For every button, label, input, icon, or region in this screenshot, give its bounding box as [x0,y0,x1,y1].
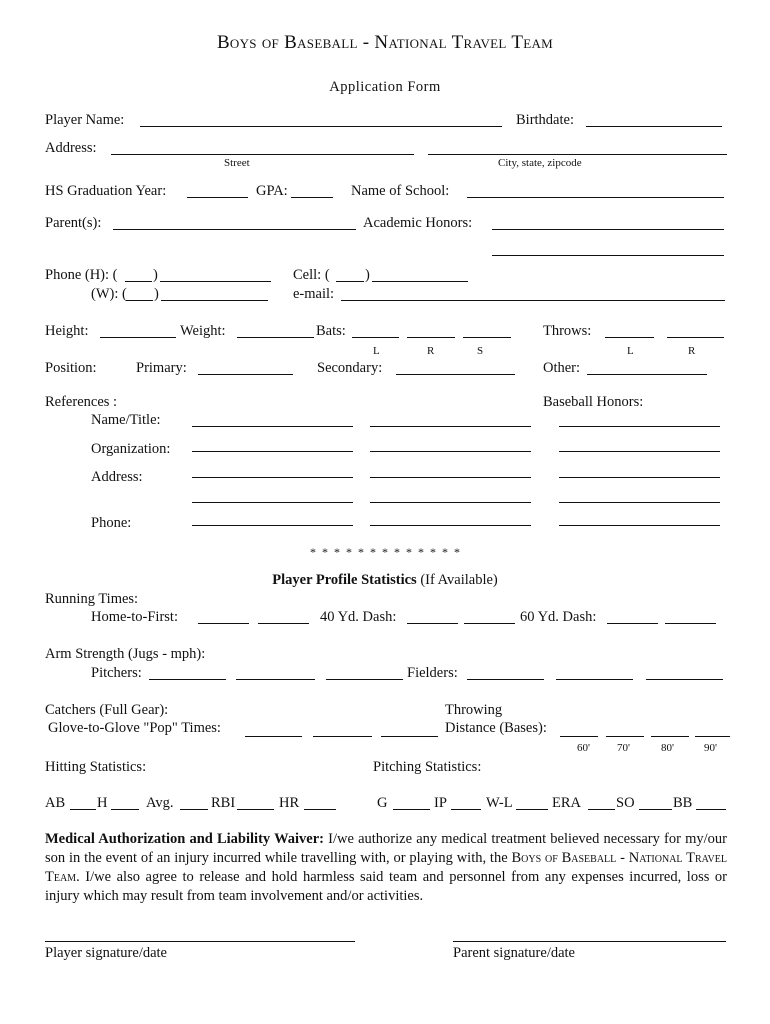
parent-signature-field[interactable] [453,941,726,942]
gpa-label: GPA: [256,183,288,199]
h-field[interactable] [111,809,139,810]
pop-times-field-1[interactable] [245,736,302,737]
pop-times-field-3[interactable] [381,736,438,737]
ip-field[interactable] [451,809,481,810]
g-field[interactable] [393,809,430,810]
dash-60-field-2[interactable] [665,623,716,624]
wl-label: W-L [486,795,513,811]
distance-60-caption: 60' [577,742,590,754]
section-separator: * * * * * * * * * * * * * [310,545,460,559]
weight-field[interactable] [237,337,314,338]
pitchers-label: Pitchers: [91,665,142,681]
fielders-label: Fielders: [407,665,458,681]
distance-70-field[interactable] [606,736,644,737]
running-times-label: Running Times: [45,591,139,607]
parent-signature-label: Parent signature/date [453,945,575,961]
rbi-field[interactable] [237,809,274,810]
primary-position-field[interactable] [198,374,293,375]
player-name-field[interactable] [140,126,502,127]
ref-organization-label: Organization: [91,441,171,457]
wl-field[interactable] [516,809,548,810]
ref1-name-field[interactable] [192,426,353,427]
bats-l-caption: L [373,345,380,357]
player-signature-label: Player signature/date [45,945,167,961]
city-state-zip-field[interactable] [428,154,727,155]
distance-90-caption: 90' [704,742,717,754]
throws-l-caption: L [627,345,634,357]
ab-label: AB [45,795,66,811]
avg-label: Avg. [146,795,174,811]
parents-label: Parent(s): [45,215,102,231]
so-field[interactable] [639,809,672,810]
ref1-org-field[interactable] [192,451,353,452]
stats-heading-title: Player Profile Statistics [272,572,417,588]
phone-work-label: (W): ( [91,286,127,302]
height-field[interactable] [100,337,176,338]
stats-heading-note: (If Available) [420,572,498,588]
secondary-label: Secondary: [317,360,383,376]
pitching-stats-label: Pitching Statistics: [373,759,482,775]
gpa-field[interactable] [291,197,333,198]
form-title: Boys of Baseball - National Travel Team [216,32,554,53]
ref2-address-field-2[interactable] [370,502,531,503]
ip-label: IP [434,795,447,811]
bats-r-caption: R [427,345,435,357]
form-subtitle: Application Form [329,79,441,95]
hitting-stats-label: Hitting Statistics: [45,759,147,775]
home-to-first-field-1[interactable] [198,623,249,624]
honors-field-2[interactable] [559,451,720,452]
ref1-address-field[interactable] [192,477,353,478]
distance-80-field[interactable] [651,736,689,737]
other-position-field[interactable] [587,374,707,375]
position-label: Position: [45,360,97,376]
phone-work-paren: ) [154,286,159,302]
honors-field-1[interactable] [559,426,720,427]
bats-switch-field[interactable] [463,337,511,338]
baseball-honors-label: Baseball Honors: [543,394,644,410]
liability-waiver [45,830,727,906]
phone-home-label: Phone (H): ( [45,267,118,283]
ref1-phone-field[interactable] [192,525,353,526]
waiver-text-2: I/we also agree to release and hold harmless said team and personnel from any expenses incurred, loss or injury which may result from team involvement and/or activities. [45,869,727,904]
academic-honors-label: Academic Honors: [363,215,473,231]
dash-60-field-1[interactable] [607,623,658,624]
street-caption: Street [224,157,250,169]
city-caption: City, state, zipcode [498,157,582,169]
dash-40-field-2[interactable] [464,623,515,624]
h-label: H [97,795,108,811]
distance-80-caption: 80' [661,742,674,754]
home-to-first-field-2[interactable] [258,623,309,624]
player-signature-field[interactable] [45,941,355,942]
ref2-org-field[interactable] [370,451,531,452]
phone-work-area-field[interactable] [126,300,153,301]
ab-field[interactable] [70,809,96,810]
pitchers-field-2[interactable] [236,679,315,680]
academic-honors-field[interactable] [492,229,724,230]
dash-40-field-1[interactable] [407,623,458,624]
honors-field-4[interactable] [559,502,720,503]
distance-label: Distance (Bases): [445,720,547,736]
email-label: e-mail: [293,286,335,302]
distance-70-caption: 70' [617,742,630,754]
dash-60-label: 60 Yd. Dash: [520,609,597,625]
arm-strength-label: Arm Strength (Jugs - mph): [45,646,206,662]
bats-s-caption: S [477,345,484,357]
primary-label: Primary: [136,360,187,376]
academic-honors-field-2[interactable] [492,255,724,256]
birthdate-label: Birthdate: [516,112,574,128]
avg-field[interactable] [180,809,208,810]
fielders-field-1[interactable] [467,679,544,680]
waiver-heading: Medical Authorization and Liability Waiver: [45,831,324,847]
rbi-label: RBI [211,795,236,811]
school-label: Name of School: [351,183,450,199]
bats-left-field[interactable] [352,337,399,338]
ref1-address-field-2[interactable] [192,502,353,503]
ref2-phone-field[interactable] [370,525,531,526]
bb-field[interactable] [696,809,726,810]
throwing-label: Throwing [445,702,503,718]
references-label: References : [45,394,118,410]
ref2-address-field[interactable] [370,477,531,478]
bats-right-field[interactable] [407,337,455,338]
phone-home-paren: ) [153,267,158,283]
home-to-first-label: Home-to-First: [91,609,178,625]
distance-90-field[interactable] [695,736,730,737]
honors-field-3[interactable] [559,477,720,478]
throws-r-caption: R [688,345,696,357]
parents-field[interactable] [113,229,356,230]
grad-year-label: HS Graduation Year: [45,183,167,199]
waiver-text-1: I/we authorize any medical treatment believed necessary for my/our son in the event of an injury incurred while travelling with, or playing with, the [45,831,728,866]
ref2-name-field[interactable] [370,426,531,427]
birthdate-field[interactable] [586,126,722,127]
weight-label: Weight: [180,323,226,339]
fielders-field-2[interactable] [556,679,633,680]
street-field[interactable] [111,154,414,155]
height-label: Height: [45,323,89,339]
secondary-position-field[interactable] [396,374,515,375]
address-label: Address: [45,140,97,156]
pop-times-label: Glove-to-Glove "Pop" Times: [48,720,221,736]
distance-60-field[interactable] [560,736,598,737]
pitchers-field-3[interactable] [326,679,403,680]
throws-left-field[interactable] [605,337,654,338]
bats-label: Bats: [316,323,346,339]
email-field[interactable] [341,300,725,301]
throws-label: Throws: [543,323,592,339]
cell-paren: ) [365,267,370,283]
waiver-team-name: Boys of Baseball - National Travel Team. [45,850,727,885]
dash-40-label: 40 Yd. Dash: [320,609,397,625]
ref-name-title-label: Name/Title: [91,412,161,428]
hr-label: HR [279,795,300,811]
cell-number-field[interactable] [372,281,468,282]
bb-label: BB [673,795,693,811]
hr-field[interactable] [304,809,336,810]
honors-field-5[interactable] [559,525,720,526]
pop-times-field-2[interactable] [313,736,372,737]
phone-work-number-field[interactable] [161,300,268,301]
stats-heading [0,571,770,589]
pitchers-field-1[interactable] [149,679,226,680]
cell-label: Cell: ( [293,267,330,283]
era-field[interactable] [588,809,615,810]
era-label: ERA [552,795,581,811]
throws-right-field[interactable] [667,337,724,338]
g-label: G [377,795,388,811]
ref-phone-label: Phone: [91,515,132,531]
school-field[interactable] [467,197,724,198]
so-label: SO [616,795,635,811]
cell-area-field[interactable] [336,281,364,282]
catchers-label: Catchers (Full Gear): [45,702,169,718]
ref-address-label: Address: [91,469,143,485]
grad-year-field[interactable] [187,197,248,198]
phone-home-area-field[interactable] [125,281,152,282]
fielders-field-3[interactable] [646,679,723,680]
other-label: Other: [543,360,581,376]
phone-home-number-field[interactable] [160,281,271,282]
player-name-label: Player Name: [45,112,125,128]
